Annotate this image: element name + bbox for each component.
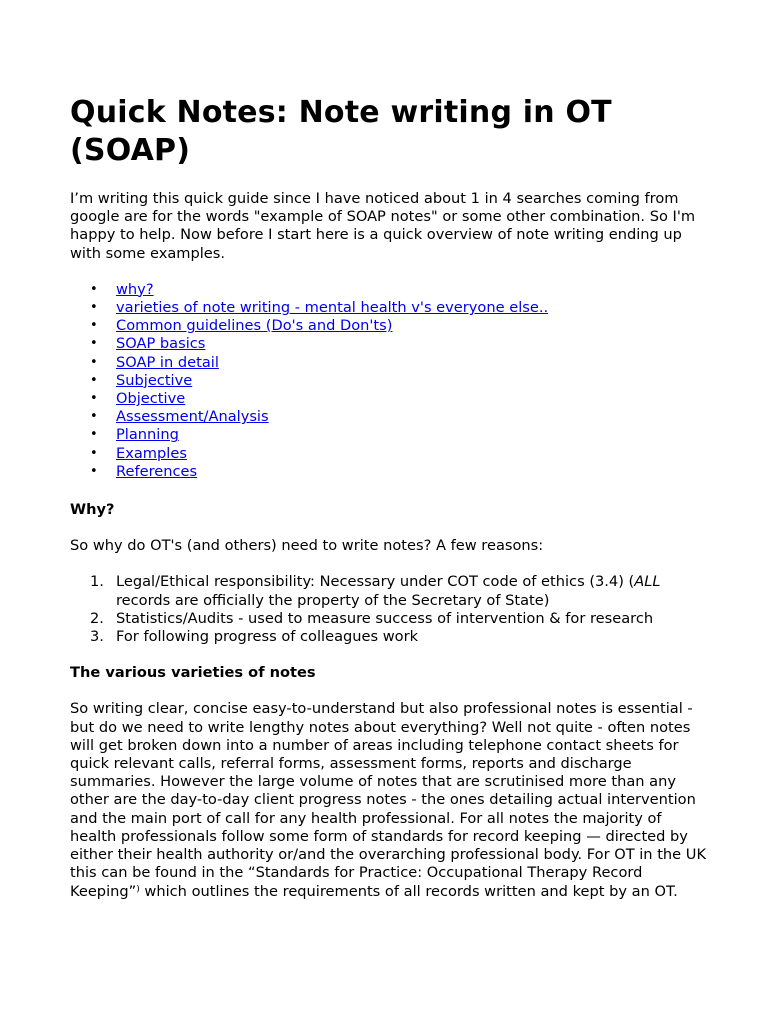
reason-text: Statistics/Audits - used to measure success of intervention & for research	[116, 609, 654, 627]
toc-item	[70, 317, 708, 335]
toc-link-soap-detail[interactable]: SOAP in detail	[116, 353, 219, 371]
toc-item	[70, 281, 708, 299]
bullet: •	[90, 463, 98, 479]
bullet: •	[90, 354, 98, 370]
reason-emphasis: ALL	[634, 573, 661, 591]
toc-link-soap-basics[interactable]: SOAP basics	[116, 335, 206, 353]
toc-link-varieties[interactable]: varieties of note writing - mental health v's everyone else..	[116, 299, 549, 317]
list-number: 2.	[90, 609, 104, 627]
list-item	[70, 610, 708, 628]
reason-text: For following progress of colleagues work	[116, 628, 419, 646]
reason-text-after: records are officially the property of the Secretary of State)	[116, 591, 550, 609]
list-item	[70, 628, 708, 646]
toc-item	[70, 445, 708, 463]
toc-link-guidelines[interactable]: Common guidelines (Do's and Don'ts)	[116, 317, 393, 335]
bullet: •	[90, 391, 98, 407]
varieties-paragraph: So writing clear, concise easy-to-understand but also professional notes is essential - but do we need to write lengthy notes about everything? Well not quite - often notes will get broken down into a number of areas including telephone contact sheets for quick relevant calls, referral forms, assessment forms, reports and discharge summaries. However the large volume of notes that are scrutinised more than any other are the day-to-day client progress notes - the ones detailing actual intervention and the main port of call for any health professional. For all notes the majority of health professionals follow some form of standards for record keeping — directed by either their health authority or/and the overarching professional body. For OT in the UK this can be found in the “Standards for Practice: Occupational Therapy Record Keeping”⁾ which outlines the requirements of all records written and kept by an OT.	[70, 700, 707, 900]
toc-link-planning[interactable]: Planning	[116, 426, 179, 444]
toc-item	[70, 372, 708, 390]
toc-link-objective[interactable]: Objective	[116, 390, 186, 408]
toc-link-assessment[interactable]: Assessment/Analysis	[116, 408, 269, 426]
section-heading-varieties: The various varieties of notes	[70, 664, 316, 682]
bullet: •	[90, 409, 98, 425]
toc-item	[70, 463, 708, 481]
toc-link-why[interactable]: why?	[116, 280, 154, 298]
bullet: •	[90, 372, 98, 388]
intro-paragraph: I’m writing this quick guide since I have noticed about 1 in 4 searches coming from google are for the words "example of SOAP notes" or some other combination. So I'm happy to help. Now before I start here is a quick overview of note writing ending up with some examples.	[70, 190, 696, 262]
toc-item	[70, 426, 708, 444]
bullet: •	[90, 336, 98, 352]
list-item	[70, 573, 708, 609]
table-of-contents	[70, 281, 708, 481]
list-number: 3.	[90, 628, 104, 646]
bullet: •	[90, 300, 98, 316]
bullet: •	[90, 427, 98, 443]
toc-item	[70, 335, 708, 353]
page-title: Quick Notes: Note writing in OT (SOAP)	[70, 95, 612, 168]
reason-text-before: Legal/Ethical responsibility: Necessary under COT code of ethics (3.4) (	[116, 573, 635, 591]
bullet: •	[90, 281, 98, 297]
section-heading-why: Why?	[70, 501, 115, 519]
why-lead-paragraph: So why do OT's (and others) need to write notes? A few reasons:	[70, 537, 544, 555]
toc-link-examples[interactable]: Examples	[116, 444, 187, 462]
toc-item	[70, 390, 708, 408]
bullet: •	[90, 445, 98, 461]
toc-item	[70, 299, 708, 317]
toc-item	[70, 354, 708, 372]
reasons-list	[70, 573, 708, 646]
toc-link-references[interactable]: References	[116, 462, 198, 480]
toc-link-subjective[interactable]: Subjective	[116, 371, 193, 389]
list-number: 1.	[90, 573, 104, 591]
bullet: •	[90, 318, 98, 334]
toc-item	[70, 408, 708, 426]
